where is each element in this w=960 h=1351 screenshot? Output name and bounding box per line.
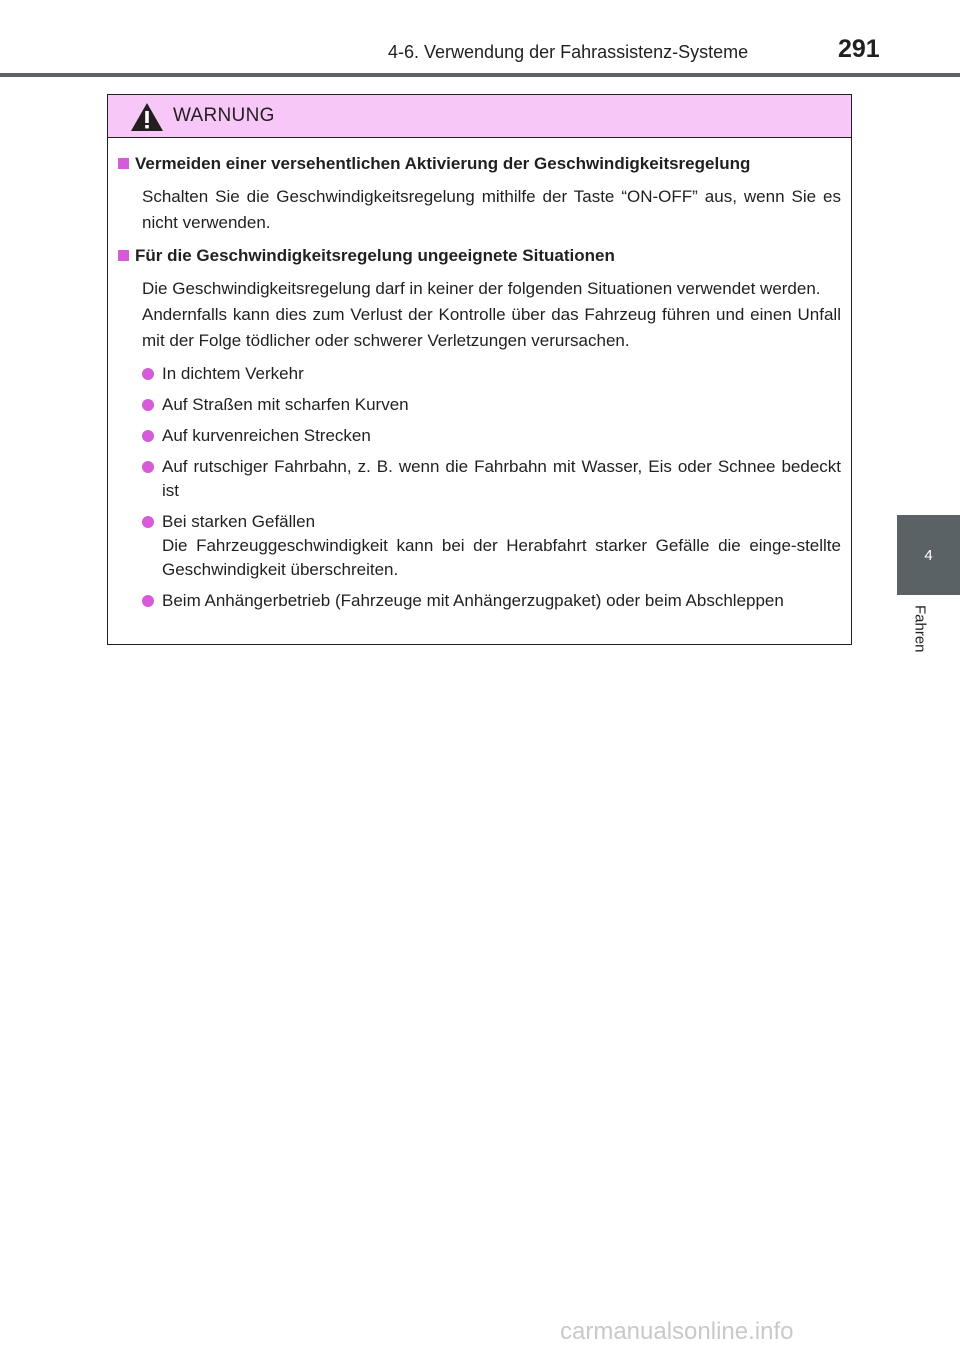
paragraph: Schalten Sie die Geschwindigkeitsregelung mithilfe der Taste “ON-OFF” aus, wenn Sie es nicht verwenden. (142, 187, 841, 232)
list-item-text: Auf kurvenreichen Strecken (162, 426, 371, 445)
section-heading (118, 244, 841, 268)
list-item (142, 510, 841, 582)
list-item (142, 393, 841, 417)
list-item-text: Bei starken Gefällen (162, 512, 316, 531)
chapter-label: Fahren (911, 605, 929, 653)
list-item (142, 455, 841, 503)
section-heading (118, 152, 841, 176)
dot-bullet-icon (142, 399, 154, 411)
paragraph: Andernfalls kann dies zum Verlust der Kontrolle über das Fahrzeug führen und einen Unfall mit der Folge tödlicher oder schwerer Verletzungen verursachen. (142, 305, 841, 350)
header-rule (0, 73, 960, 77)
warning-header (108, 95, 851, 138)
dot-bullet-icon (142, 368, 154, 380)
list-item (142, 362, 841, 386)
dot-bullet-icon (142, 595, 154, 607)
section-heading-text: Vermeiden einer versehentlichen Aktivierung der Geschwindigkeitsregelung (135, 154, 751, 173)
list-item-text: In dichtem Verkehr (162, 364, 304, 383)
dot-bullet-icon (142, 516, 154, 528)
square-bullet-icon (118, 158, 129, 169)
list-item-note: Die Fahrzeuggeschwindigkeit kann bei der Herabfahrt starker Gefälle die einge-stellte Geschwindigkeit überschreiten. (162, 536, 841, 579)
dot-bullet-icon (142, 461, 154, 473)
header-section-title: 4-6. Verwendung der Fahrassistenz-Systeme (388, 42, 749, 62)
warning-title: WARNUNG (173, 105, 275, 126)
warning-triangle-icon (130, 102, 164, 132)
dot-bullet-icon (142, 430, 154, 442)
chapter-number: 4 (924, 546, 933, 564)
list-item-text: Auf rutschiger Fahrbahn, z. B. wenn die Fahrbahn mit Wasser, Eis oder Schnee bedeckt ist (162, 457, 841, 500)
chapter-tab[interactable] (897, 515, 960, 595)
list-item (142, 589, 841, 613)
list-item (142, 424, 841, 448)
list-item-content (162, 510, 841, 582)
paragraph: Die Geschwindigkeitsregelung darf in keiner der folgenden Situationen verwendet werden. (142, 279, 821, 298)
warning-box (107, 94, 852, 645)
warning-body (108, 138, 851, 613)
square-bullet-icon (118, 250, 129, 261)
section-heading-text: Für die Geschwindigkeitsregelung ungeeignete Situationen (135, 246, 615, 265)
page-number: 291 (838, 35, 880, 63)
list-item-text: Auf Straßen mit scharfen Kurven (162, 395, 409, 414)
list-item-text: Beim Anhängerbetrieb (Fahrzeuge mit Anhängerzugpaket) oder beim Abschleppen (162, 591, 784, 610)
watermark: carmanualsonline.info (560, 1318, 794, 1345)
